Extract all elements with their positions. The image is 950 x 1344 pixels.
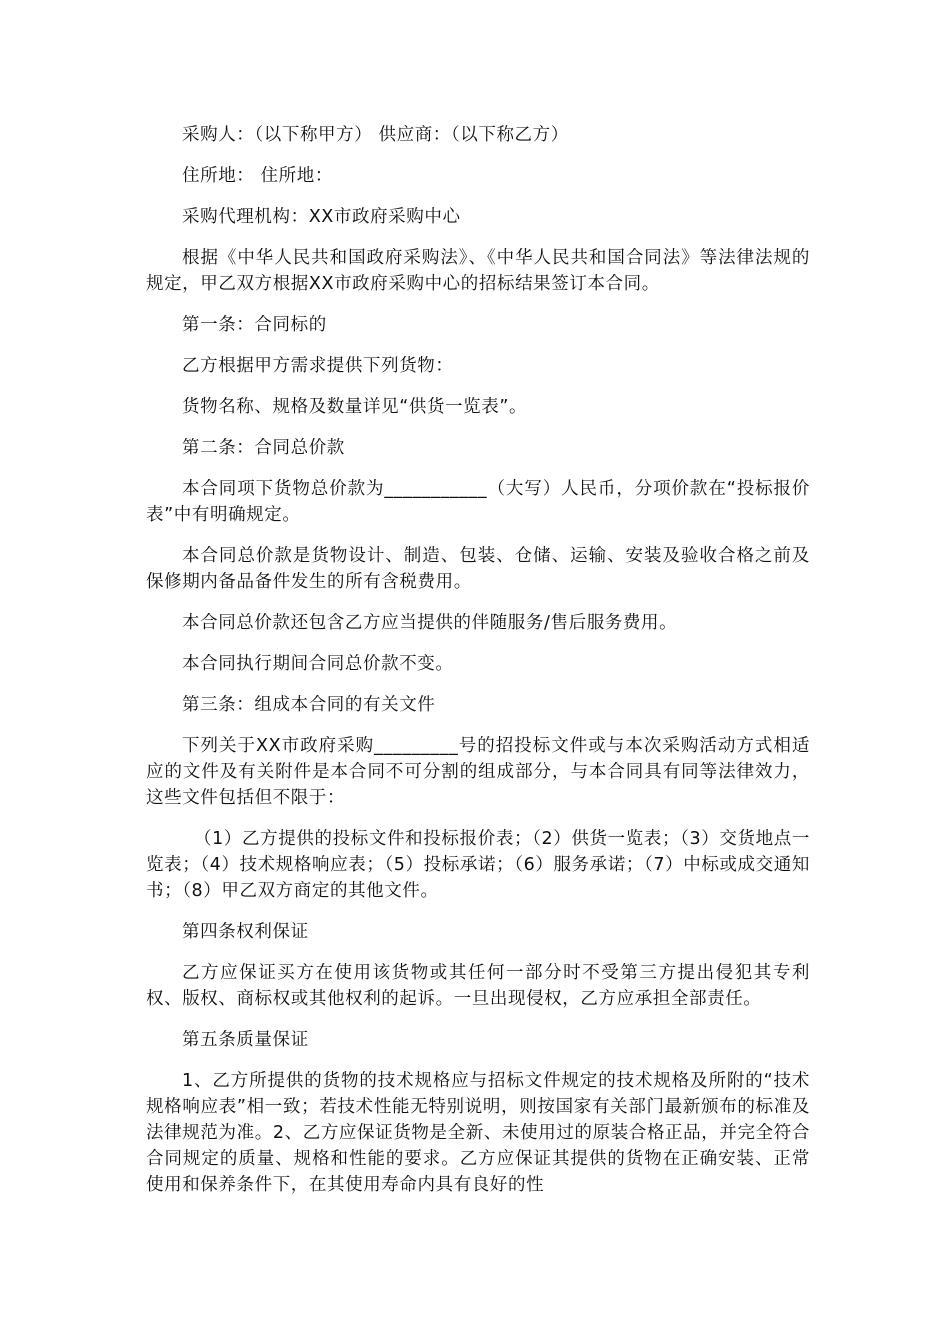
article-2-service-paragraph: 本合同总价款还包含乙方应当提供的伴随服务/售后服务费用。: [182, 613, 678, 633]
agency-line: 采购代理机构：XX市政府采购中心: [182, 207, 461, 227]
article-4-heading: 第四条权利保证: [182, 922, 309, 942]
article-4-paragraph: 乙方应保证买方在使用该货物或其任何一部分时不受第三方提出侵犯其专利权、版权、商标权或其他权利的起诉。一旦出现侵权，乙方应承担全部责任。: [146, 963, 810, 1009]
address-line: 住所地： 住所地：: [182, 166, 333, 186]
article-3-paragraph: 下列关于XX市政府采购_________号的招投标文件或与本次采购活动方式相适应的文件及有关附件是本合同不可分割的组成部分，与本合同具有同等法律效力，这些文件包括但不限于：: [146, 736, 810, 808]
preamble-paragraph: 根据《中华人民共和国政府采购法》、《中华人民共和国合同法》等法律法规的规定，甲乙双方根据XX市政府采购中心的招标结果签订本合同。: [146, 248, 810, 294]
article-3-list: （1）乙方提供的投标文件和投标报价表；（2）供货一览表；（3）交货地点一览表；（4）技术规格响应表；（5）投标承诺；（6）服务承诺；（7）中标或成交通知书；（8）甲乙双方商定的其他文件。: [146, 829, 810, 901]
article-5-heading: 第五条质量保证: [182, 1030, 309, 1050]
article-1-text: 乙方根据甲方需求提供下列货物：: [182, 356, 454, 376]
parties-line: 采购人：（以下称甲方） 供应商：（以下称乙方）: [182, 125, 569, 145]
article-1-detail: 货物名称、规格及数量详见“供货一览表”。: [182, 397, 528, 417]
article-2-scope-paragraph: 本合同总价款是货物设计、制造、包装、仓储、运输、安装及验收合格之前及保修期内备品备件发生的所有含税费用。: [146, 546, 810, 592]
article-5-paragraph: 1、乙方所提供的货物的技术规格应与招标文件规定的技术规格及所附的“技术规格响应表”相一致；若技术性能无特别说明，则按国家有关部门最新颁布的标准及法律规范为准。2、乙方应保证货物是全新、未使用过的原装合格正品，并完全符合合同规定的质量、规格和性能的要求。乙方应保证其提供的货物在正确安装、正常使用和保养条件下，在其使用寿命内具有良好的性: [146, 1071, 810, 1195]
article-2-price-paragraph: 本合同项下货物总价款为___________（大写）人民币，分项价款在“投标报价表”中有明确规定。: [146, 479, 810, 525]
article-1-heading: 第一条：合同标的: [182, 315, 327, 335]
article-2-heading: 第二条：合同总价款: [182, 438, 345, 458]
contract-page: [146, 122, 810, 1198]
article-3-heading: 第三条：组成本合同的有关文件: [182, 695, 436, 715]
article-2-fixed-paragraph: 本合同执行期间合同总价款不变。: [182, 654, 454, 674]
